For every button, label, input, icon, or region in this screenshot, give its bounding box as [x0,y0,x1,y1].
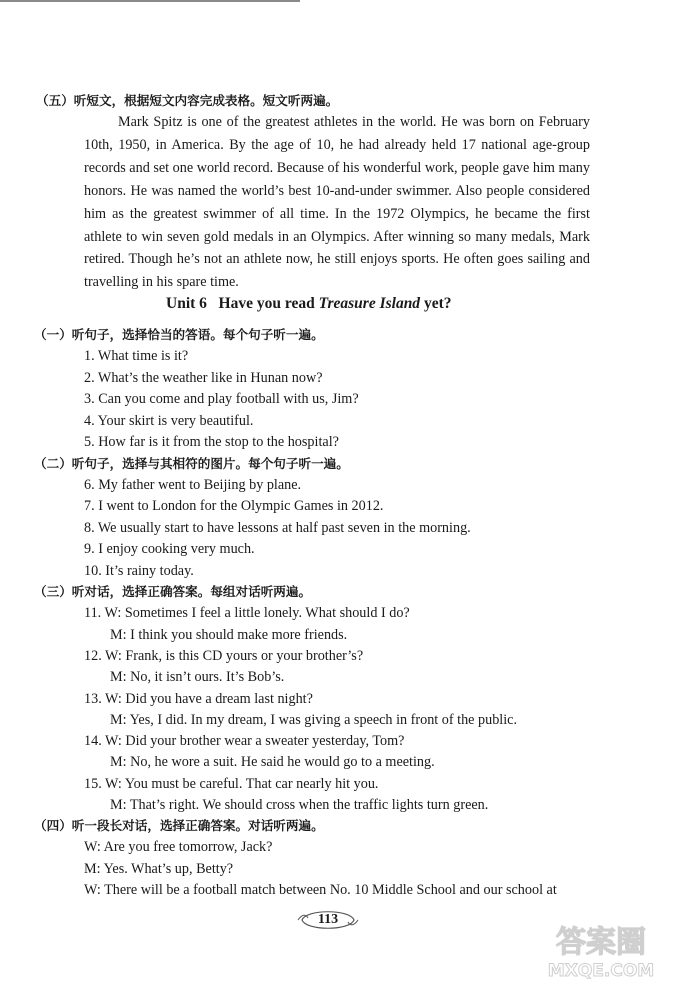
list-item: 8. We usually start to have lessons at half past seven in the morning. [84,520,471,536]
dialogue-line-w: 11. W: Sometimes I feel a little lonely. What should I do? [84,605,410,621]
dialogue-line-m: M: That’s right. We should cross when the traffic lights turn green. [110,797,489,813]
dialogue-line: W: Are you free tomorrow, Jack? [84,839,273,855]
dialogue-line-w: 15. W: You must be careful. That car nearly hit you. [84,776,379,792]
list-item: 9. I enjoy cooking very much. [84,541,255,557]
part3-heading: （三）听对话，选择正确答案。每组对话听两遍。 [34,584,312,599]
dialogue-line: M: Yes. What’s up, Betty? [84,861,234,877]
dialogue-line: W: There will be a football match between No. 10 Middle School and our school at [84,882,557,898]
part1-heading: （一）听句子，选择恰当的答语。每个句子听一遍。 [34,327,324,342]
list-item: 4. Your skirt is very beautiful. [84,413,254,429]
part2-heading: （二）听句子，选择与其相符的图片。每个句子听一遍。 [34,456,349,471]
svg-text:MXQE.COM: MXQE.COM [547,961,655,981]
watermark-logo [531,914,671,984]
list-item: 3. Can you come and play football with us, Jim? [84,391,359,407]
dialogue-line-w: 14. W: Did your brother wear a sweater yesterday, Tom? [84,733,405,749]
list-item: 5. How far is it from the stop to the hospital? [84,434,339,450]
dialogue-line-m: M: I think you should make more friends. [110,627,348,643]
section5-heading: （五）听短文，根据短文内容完成表格。短文听两遍。 [36,93,339,108]
dialogue-line-m: M: No, he wore a suit. He said he would go to a meeting. [110,754,435,770]
list-item: 7. I went to London for the Olympic Games in 2012. [84,498,384,514]
section5-passage: Mark Spitz is one of the greatest athletes in the world. He was born on February 10th, 1950, in America. By the age of 10, he had already held 17 national age-group records and set one world record. Because of his wonderful work, people gave him many honors. He was named the world’s best 10-and-under swimmer. Also people considered him as the greatest swimmer of all time. In the 1972 Olympics, he became the first athlete to win seven gold medals in an Olympics. After winning so many medals, Mark retired. Though he’s not an athlete now, he still enjoys sports. He often goes sailing and travelling in his spare time. [84,114,590,291]
unit-title-start: Have you read [218,295,315,312]
page-number [296,905,360,935]
page-number-text: 113 [317,912,339,927]
dialogue-line-w: 12. W: Frank, is this CD yours or your brother’s? [84,648,364,664]
unit-label: Unit 6 [166,295,207,312]
dialogue-line-w: 13. W: Did you have a dream last night? [84,691,313,707]
dialogue-line-m: M: Yes, I did. In my dream, I was giving a speech in front of the public. [110,712,518,728]
part4-heading: （四）听一段长对话，选择正确答案。对话听两遍。 [34,818,324,833]
unit-title [166,293,451,315]
list-item: 2. What’s the weather like in Hunan now? [84,370,323,386]
list-item: 1. What time is it? [84,348,189,364]
list-item: 6. My father went to Beijing by plane. [84,477,302,493]
unit-title-end: yet? [423,295,452,312]
svg-text:答案圈: 答案圈 [556,925,646,960]
unit-book-title: Treasure Island [318,295,421,312]
list-item: 10. It’s rainy today. [84,563,194,579]
dialogue-line-m: M: No, it isn’t ours. It’s Bob’s. [110,669,285,685]
